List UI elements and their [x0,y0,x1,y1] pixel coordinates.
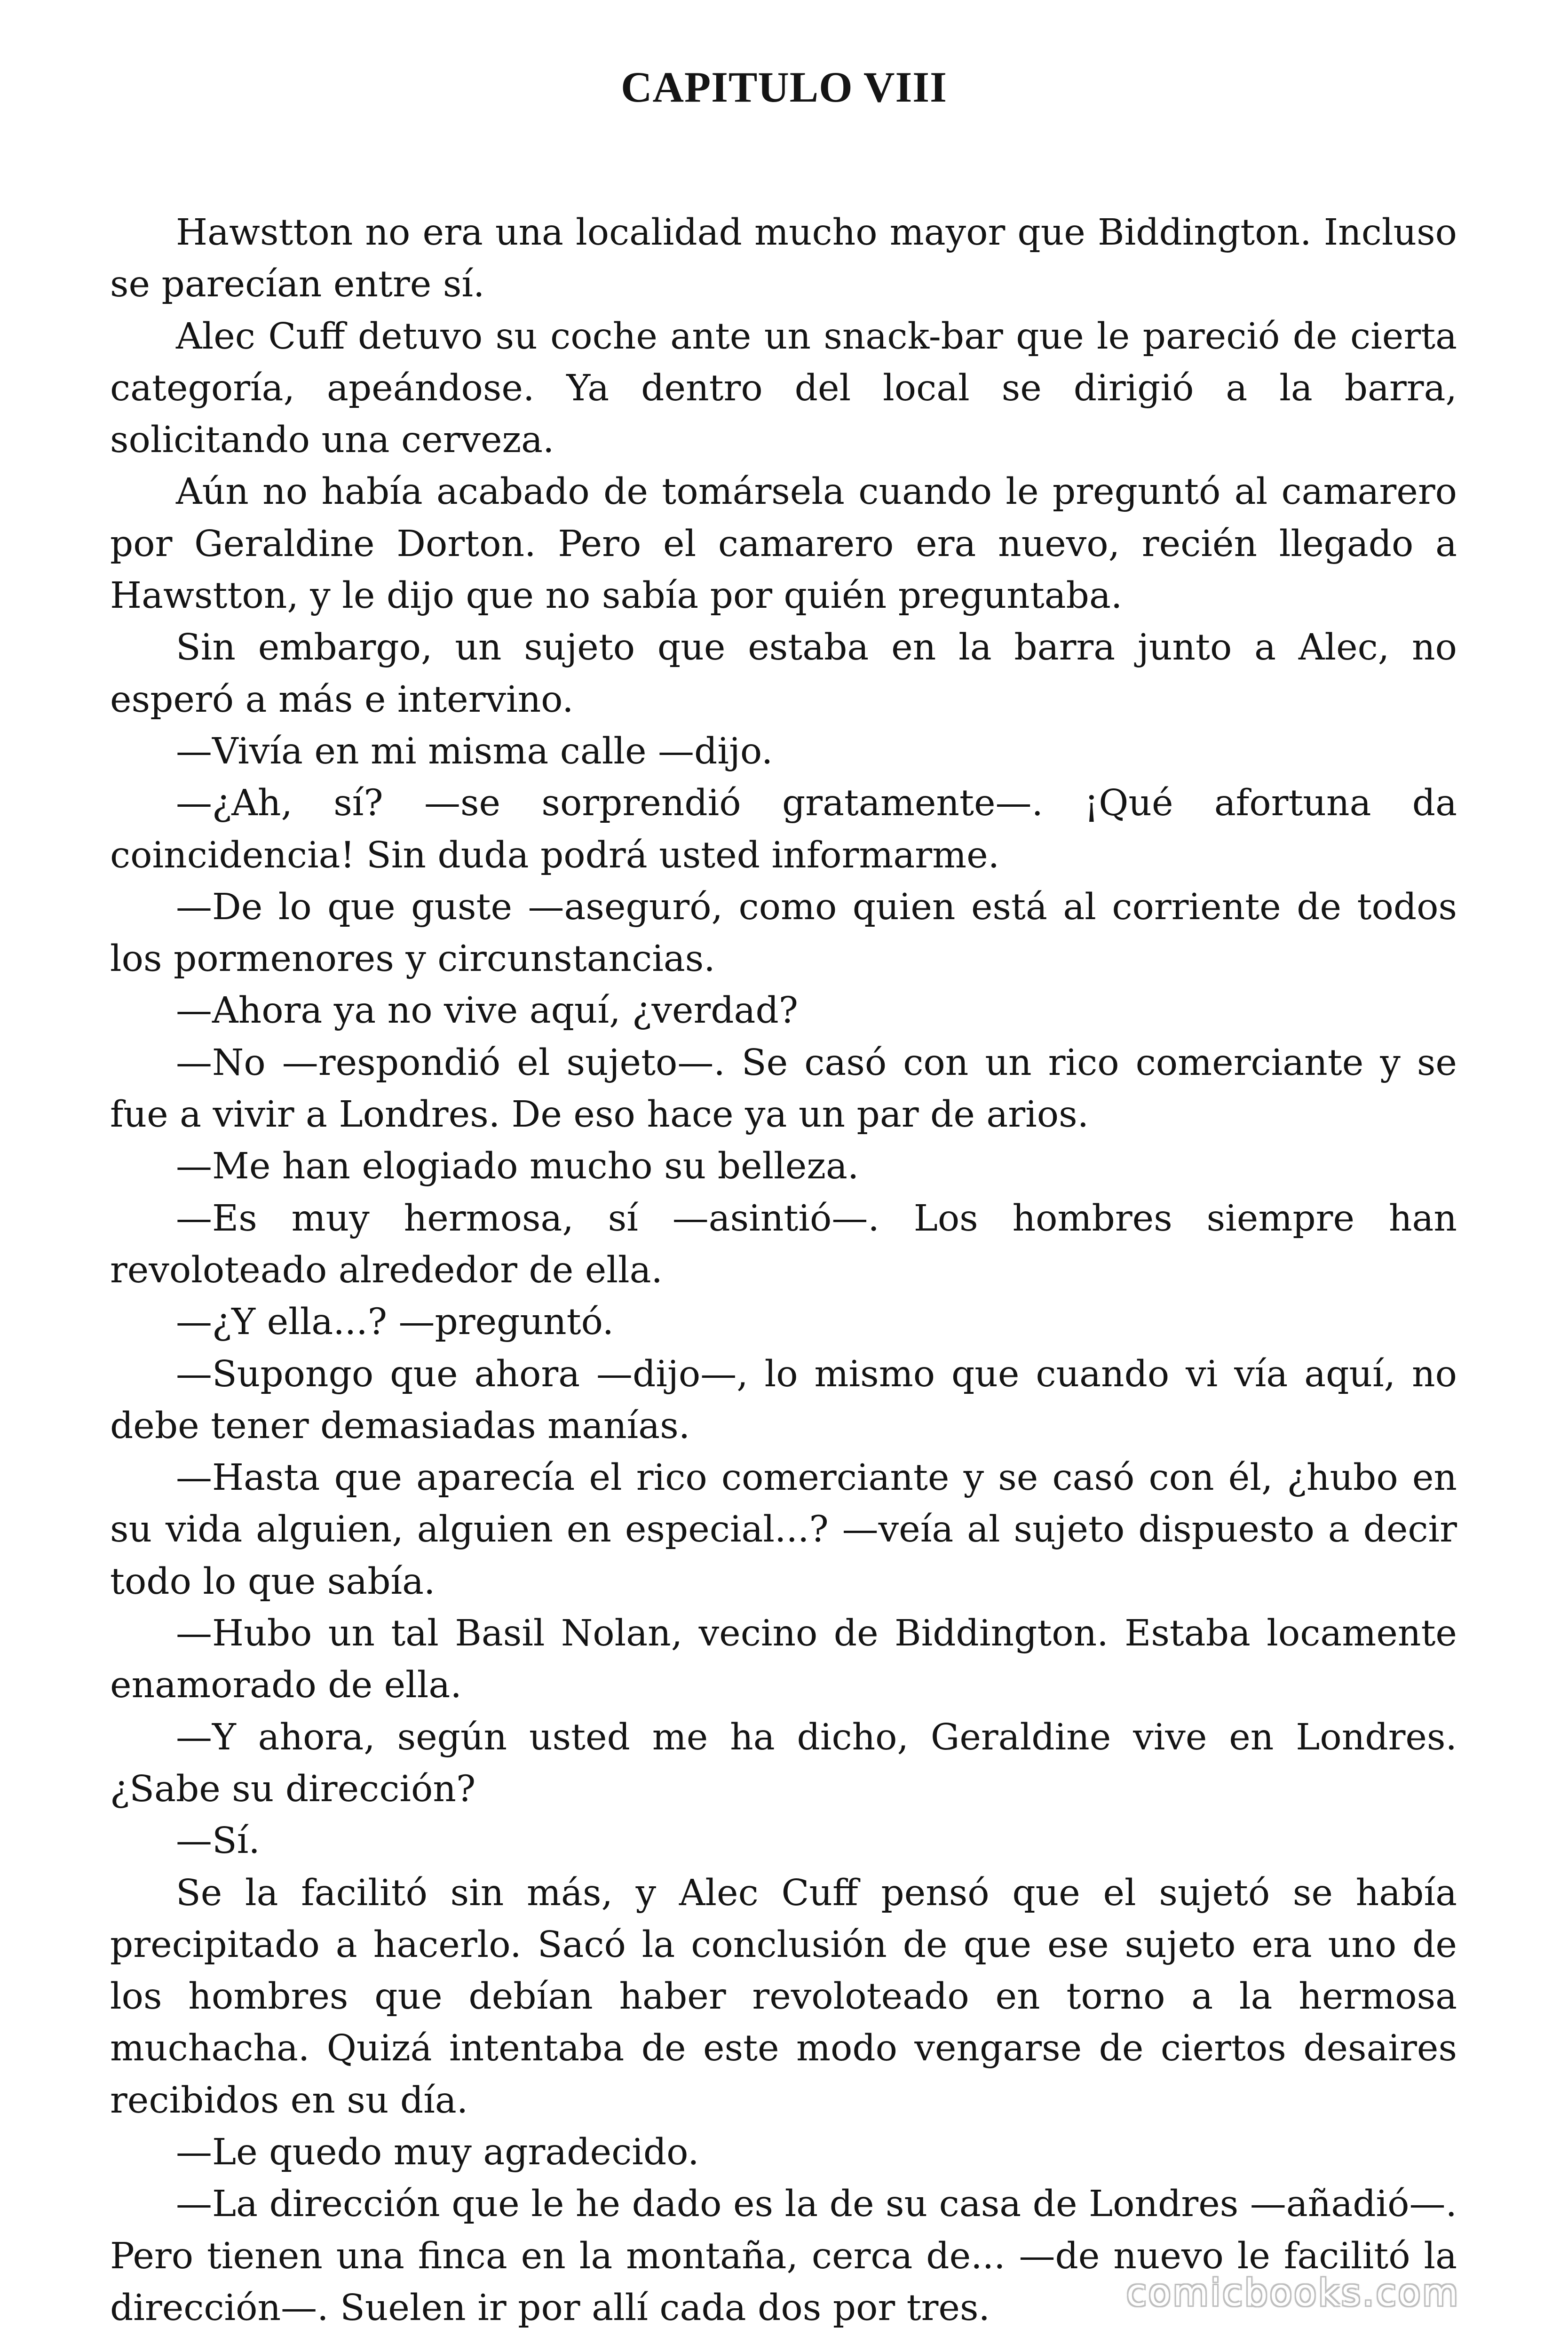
paragraph: Sin embargo, un sujeto que estaba en la barra junto a Alec, no esperó a más e intervino. [110,627,1457,721]
paragraph: —La dirección que le he dado es la de su casa de Londres —añadió—. Pero tienen una finca en la montaña, cerca de... —de nuevo le facilitó la dirección—. Suelen ir por allí cada dos por tres. [110,2183,1457,2329]
paragraph: —Es muy hermosa, sí —asintió—. Los hombres siempre han revoloteado alrededor de ella. [110,1197,1457,1291]
paragraph: —Me han elogiado mucho su belleza. [176,1145,859,1188]
paragraph: —Supongo que ahora —dijo—, lo mismo que cuando vi vía aquí, no debe tener demasiadas manías. [110,1353,1457,1447]
paragraph: —Vivía en mi misma calle —dijo. [176,730,773,772]
paragraph: —Hubo un tal Basil Nolan, vecino de Biddington. Estaba locamente enamorado de ella. [110,1613,1457,1707]
paragraph: Hawstton no era una localidad mucho mayor que Biddington. Incluso se parecían entre sí. [110,212,1457,306]
paragraph: —Ahora ya no vive aquí, ¿verdad? [176,990,799,1032]
watermark: comicbooks.com [1126,2272,1460,2314]
chapter-title: CAPITULO VIII [621,63,947,111]
paragraph: —Le quedo muy agradecido. [176,2131,699,2173]
paragraph: —Hasta que aparecía el rico comerciante y se casó con él, ¿hubo en su vida alguien, alguien en especial...? —veía al sujeto dispuesto a decir todo lo que sabía. [110,1457,1457,1603]
paragraph: Se la facilitó sin más, y Alec Cuff pensó que el sujetó se había precipitado a hacerlo. Sacó la conclusión de que ese sujeto era uno de los hombres que debían haber revoloteado en torno a la hermosa muchacha. Quizá intentaba de este modo vengarse de ciertos desaires recibidos en su día. [110,1872,1457,2122]
paragraph: —No —respondió el sujeto—. Se casó con un rico comerciante y se fue a vivir a Londres. De eso hace ya un par de arios. [110,1041,1457,1136]
paragraph: —¿Y ella...? —preguntó. [176,1301,614,1343]
paragraph: —¿Ah, sí? —se sorprendió gratamente—. ¡Qué afortuna da coincidencia! Sin duda podrá usted informarme. [110,782,1457,876]
paragraph: —Y ahora, según usted me ha dicho, Geraldine vive en Londres. ¿Sabe su dirección? [110,1716,1457,1810]
paragraph: —Sí. [176,1820,260,1862]
paragraph: —De lo que guste —aseguró, como quien está al corriente de todos los pormenores y circunstancias. [110,886,1457,980]
chapter-body [110,207,1457,2334]
paragraph: Alec Cuff detuvo su coche ante un snack-bar que le pareció de cierta categoría, apeándose. Ya dentro del local se dirigió a la barra, solicitando una cerveza. [110,315,1457,461]
paragraph: Aún no había acabado de tomársela cuando le preguntó al camarero por Geraldine Dorton. Pero el camarero era nuevo, recién llegado a Hawstton, y le dijo que no sabía por quién preguntaba. [110,471,1457,617]
